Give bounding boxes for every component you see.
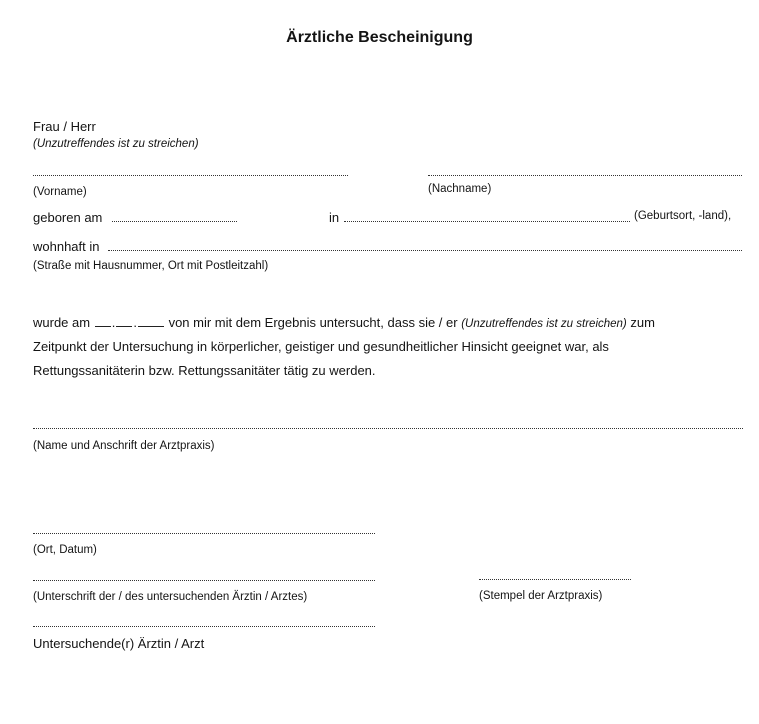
last-name-label: (Nachname) [428, 183, 492, 195]
address-field[interactable] [108, 250, 742, 251]
practice-label: (Name und Anschrift der Arztpraxis) [33, 440, 215, 452]
salutation: Frau / Herr [33, 119, 96, 134]
resident-in-label: wohnhaft in [33, 239, 100, 254]
birthplace-field[interactable] [344, 221, 630, 222]
exam-statement-line3: Rettungssanitäterin bzw. Rettungssanitäter tätig zu werden. [33, 363, 376, 378]
exam-month-field[interactable] [116, 326, 132, 327]
practice-field[interactable] [33, 428, 743, 429]
exam-date-label: wurde am [33, 315, 91, 330]
stamp-label: (Stempel der Arztpraxis) [479, 590, 603, 602]
exam-statement-line1: wurde am . . von mir mit dem Ergebnis untersucht, dass sie / er (Unzutreffendes ist zu streichen) zum [33, 315, 655, 330]
place-date-field[interactable] [33, 533, 375, 534]
address-hint: (Straße mit Hausnummer, Ort mit Postleitzahl) [33, 260, 269, 272]
stamp-field[interactable] [479, 579, 631, 580]
last-name-field[interactable] [428, 175, 742, 176]
exam-strike-note: (Unzutreffendes ist zu streichen) [461, 318, 627, 330]
strike-note: (Unzutreffendes ist zu streichen) [33, 138, 199, 150]
birthplace-label: (Geburtsort, -land), [634, 210, 732, 222]
exam-year-field[interactable] [138, 326, 164, 327]
examining-doctor-label: Untersuchende(r) Ärztin / Arzt [33, 636, 205, 651]
signature-field[interactable] [33, 580, 375, 581]
exam-statement-line2: Zeitpunkt der Untersuchung in körperlicher, geistiger und gesundheitlicher Hinsicht geeignet war, als [33, 339, 609, 354]
birth-date-field[interactable] [112, 221, 237, 222]
born-in-label: in [329, 210, 340, 225]
first-name-field[interactable] [33, 175, 348, 176]
exam-day-field[interactable] [95, 326, 111, 327]
place-date-label: (Ort, Datum) [33, 544, 97, 556]
page-title: Ärztliche Bescheinigung [286, 29, 473, 46]
first-name-label: (Vorname) [33, 186, 87, 198]
examining-doctor-field[interactable] [33, 626, 375, 627]
exam-text-end: zum [630, 315, 655, 330]
born-on-label: geboren am [33, 210, 103, 225]
signature-label: (Unterschrift der / des untersuchenden Ärztin / Arztes) [33, 591, 308, 603]
exam-text: von mir mit dem Ergebnis untersucht, dass sie / er [168, 315, 458, 330]
